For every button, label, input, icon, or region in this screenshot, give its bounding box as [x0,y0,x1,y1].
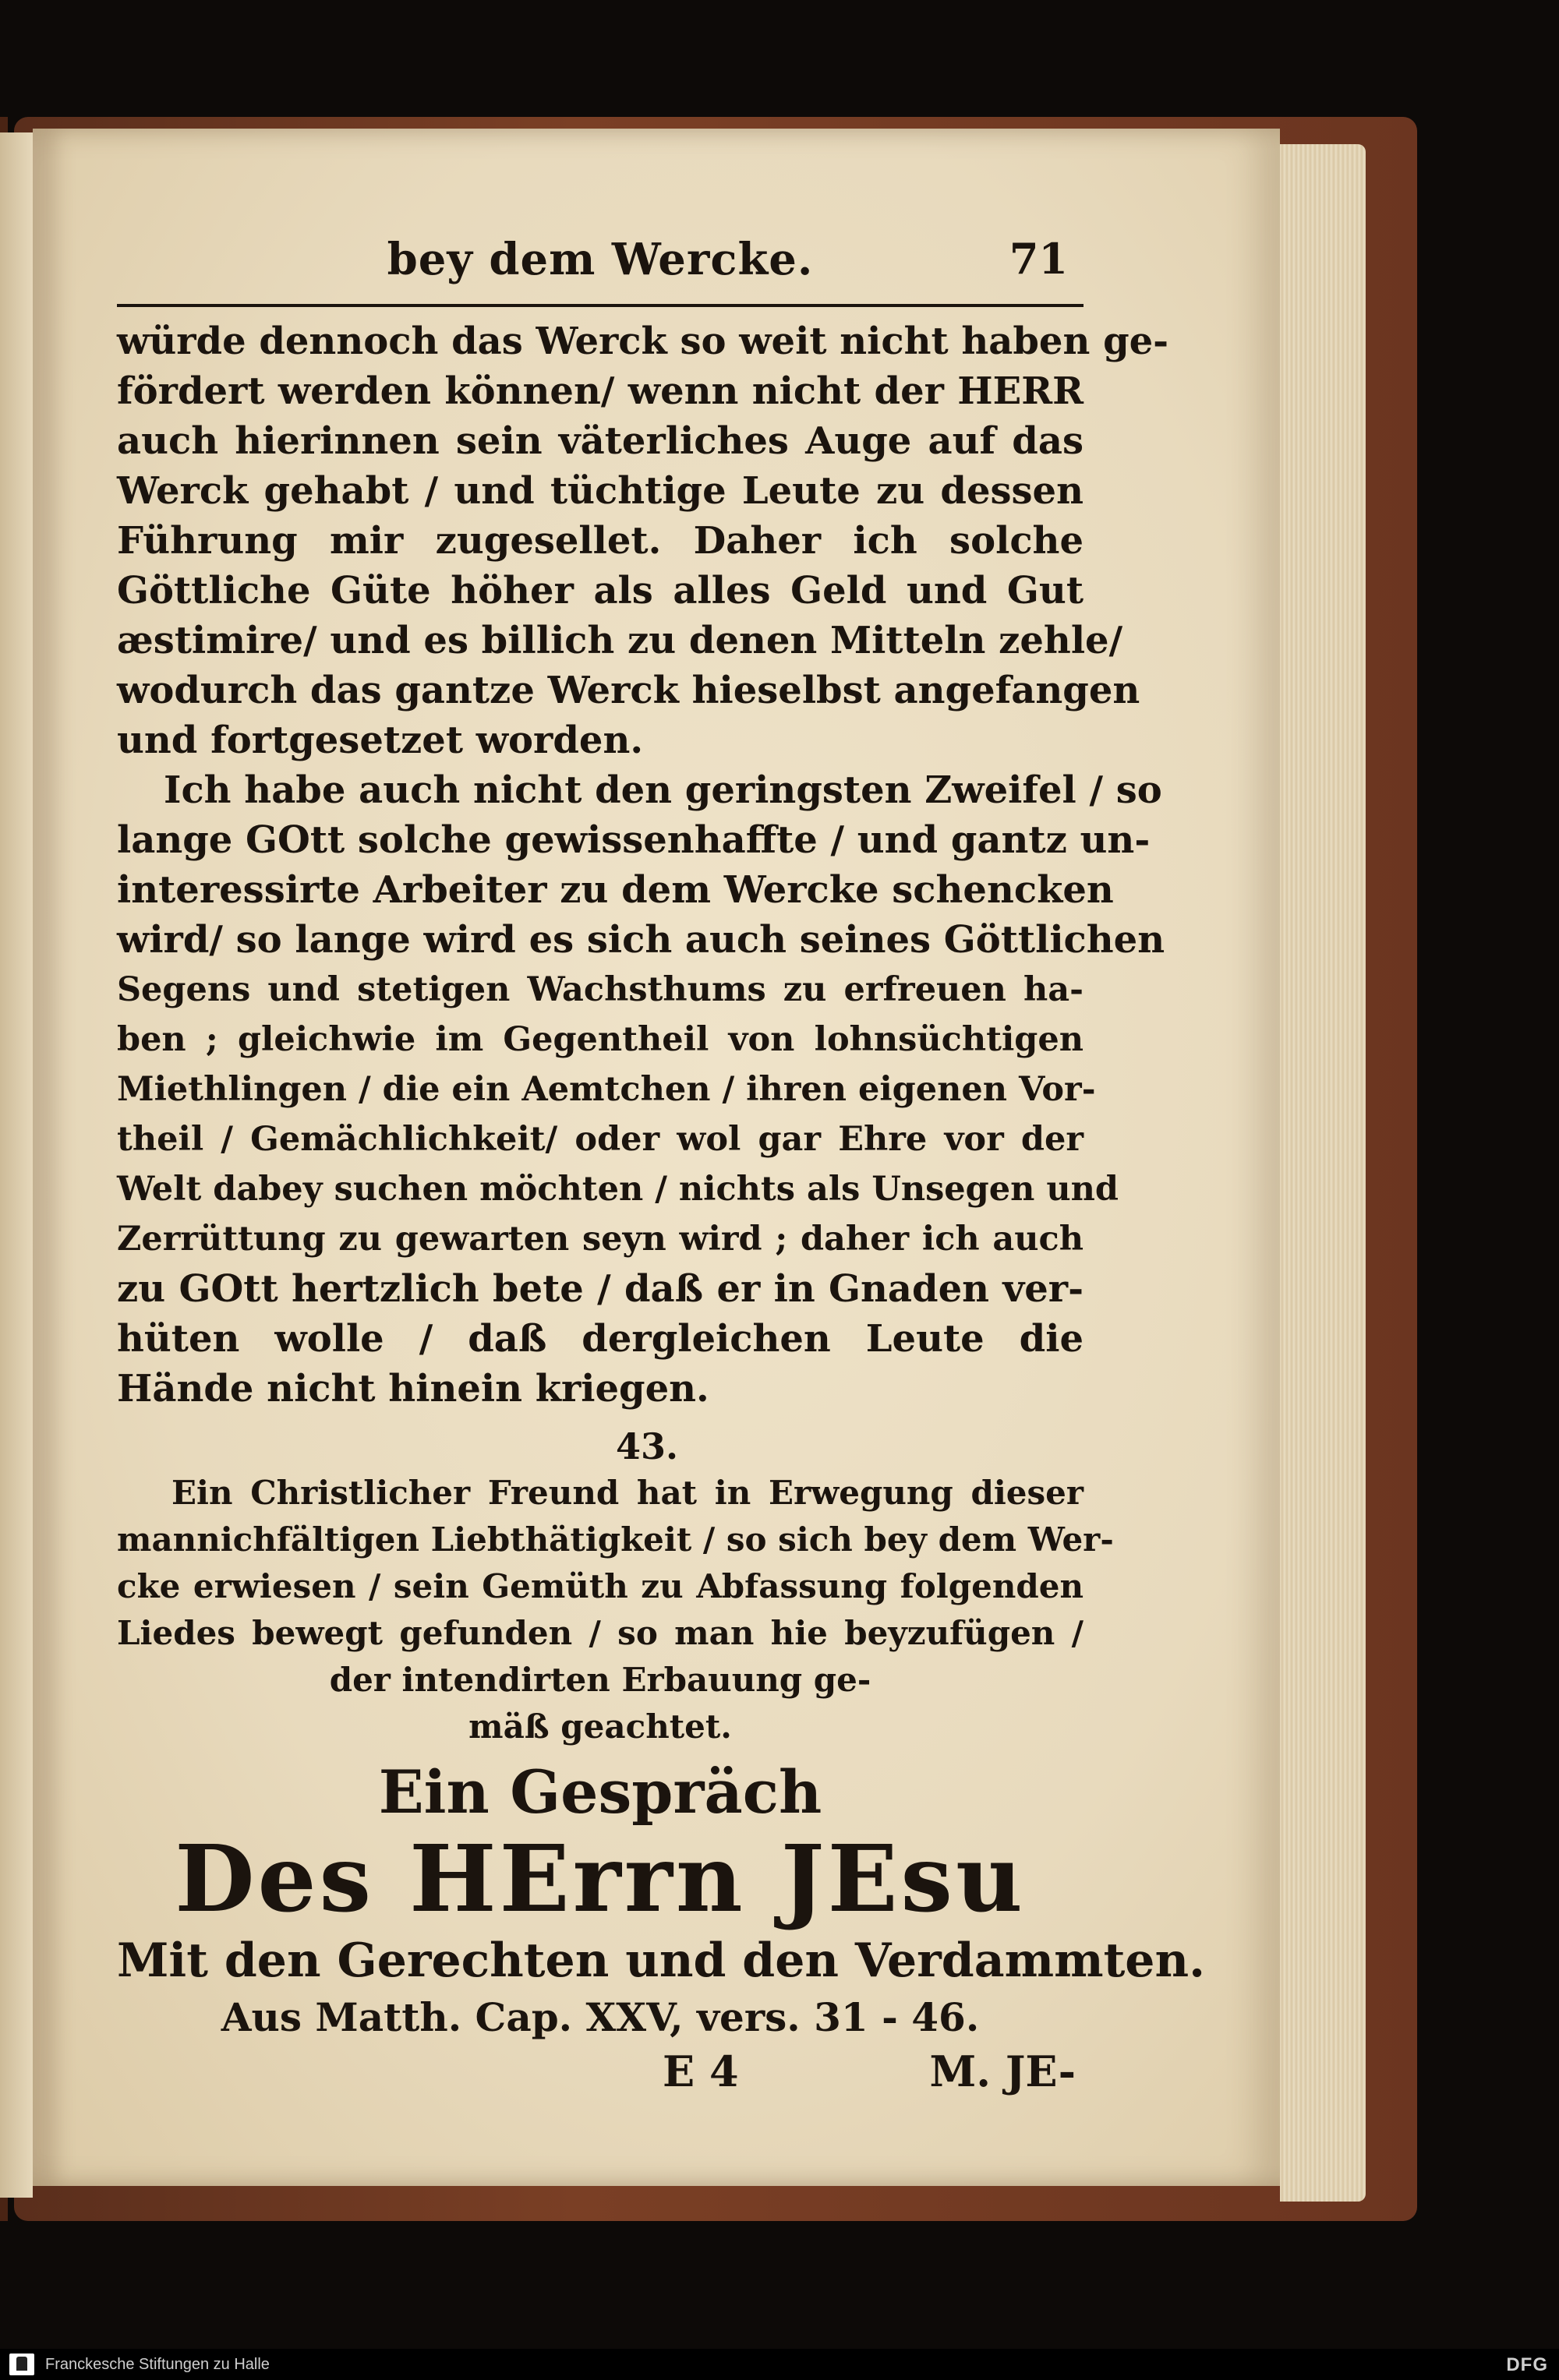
paragraph-2 [117,765,1165,1414]
text-line: mäß geachtet. [468,1707,732,1746]
section-number: 43. [615,1425,679,1467]
text-line: Miethlingen / die ein Aemtchen / ihren eigenen Vor- [117,1070,1096,1109]
text-line: zu GOtt hertzlich bete / daß er in Gnaden ver- [117,1267,1084,1311]
page-header [117,234,1084,296]
text-line: wodurch das gantze Werck hieselbst angefangen [117,669,1140,712]
page-number: 71 [1009,234,1068,284]
text-line: hüten wolle / daß dergleichen Leute die [117,1317,1084,1361]
left-page-edge [0,132,33,2198]
credit-bar [0,2349,1559,2380]
text-line: und fortgesetzet worden. [117,719,644,762]
header-rule [117,304,1084,307]
page-block-edges [1280,144,1366,2202]
song-title-line-4: Aus Matth. Cap. XXV, vers. 31 - 46. [221,1994,980,2040]
text-line: fördert werden können/ wenn nicht der HERR [117,369,1084,413]
text-line: ben ; gleichwie im Gegentheil von lohnsüchtigen [117,1020,1084,1059]
text-line: Führung mir zugesellet. Daher ich solche [117,519,1084,563]
text-line: Welt dabey suchen möchten / nichts als Unsegen und [117,1170,1119,1209]
text-line: Segens und stetigen Wachsthums zu erfreuen ha- [117,970,1084,1009]
text-line: Ein Christlicher Freund hat in Erwegung dieser [171,1474,1084,1512]
text-line: æstimire/ und es billich zu denen Mitteln zehle/ [117,619,1123,662]
text-line: cke erwiesen / sein Gemüth zu Abfassung folgenden [117,1567,1084,1605]
catchword: M. JE- [929,2046,1076,2096]
text-line: wird/ so lange wird es sich auch seines Göttlichen [117,918,1165,962]
text-line: auch hierinnen sein väterliches Auge auf das [117,419,1084,463]
institution-logo-icon [9,2354,34,2375]
text-line: der intendirten Erbauung ge- [329,1661,871,1699]
text-line: Hände nicht hinein kriegen. [117,1367,709,1411]
paragraph-1 [117,316,1169,765]
text-line: interessirte Arbeiter zu dem Wercke schencken [117,868,1114,912]
text-line: lange GOtt solche gewissenhaffte / und gantz un- [117,818,1151,862]
text-line: Zerrüttung zu gewarten seyn wird ; daher ich auch [117,1220,1084,1259]
text-line: mannichfältigen Liebthätigkeit / so sich bey dem Wer- [117,1520,1114,1559]
text-line: würde dennoch das Werck so weit nicht haben ge- [117,320,1169,363]
text-line: Werck gehabt / und tüchtige Leute zu dessen [117,469,1084,513]
institution-name: Franckesche Stiftungen zu Halle [45,2356,270,2373]
page-footer [117,2046,1084,2101]
song-title-line-2: Des HErrn JEsu [175,1824,1026,1933]
text-line: Ich habe auch nicht den geringsten Zweifel / so [164,768,1162,812]
page-text-block [117,234,1205,2101]
song-title-line-1: Ein Gespräch [378,1757,822,1827]
text-line: Göttliche Güte höher als alles Geld und Gut [117,569,1084,613]
section-intro [117,1470,1114,1750]
signature-mark: E 4 [663,2046,739,2096]
text-line: Liedes bewegt gefunden / so man hie beyzufügen / [117,1614,1084,1652]
text-line: theil / Gemächlichkeit/ oder wol gar Ehre vor der [117,1120,1084,1159]
song-title-line-3: Mit den Gerechten und den Verdammten. [117,1933,1205,1988]
running-head: bey dem Wercke. [387,234,814,285]
dfg-logo: DFG [1506,2354,1548,2375]
